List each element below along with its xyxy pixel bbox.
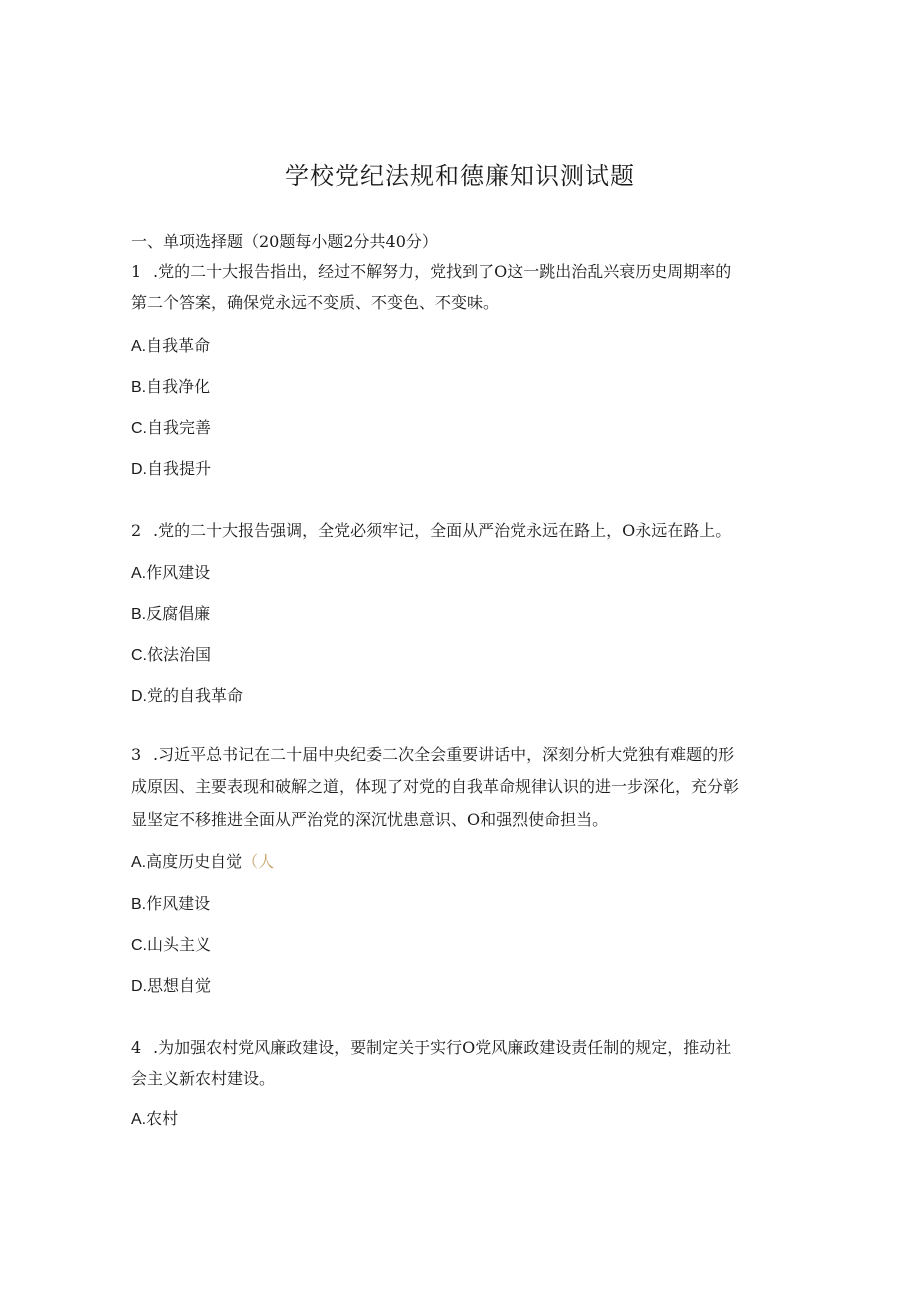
option-text: 自我革命: [146, 336, 211, 355]
question-3-option-b: [131, 894, 791, 915]
question-4-option-a: [131, 1109, 791, 1130]
option-letter: B.: [131, 896, 147, 913]
question-3-line-2: 成原因、主要表现和破解之道，体现了对党的自我革命规律认识的进一步深化，充分彰: [131, 777, 740, 796]
question-3-option-d: [131, 976, 791, 997]
question-3-option-a: [131, 852, 791, 873]
question-text: .党的二十大报告强调，全党必须牢记，全面从严治党永远在路上，O永远在路上。: [153, 521, 732, 540]
option-text: 依法治国: [147, 645, 212, 664]
question-3-option-c: [131, 935, 791, 956]
option-letter: D.: [131, 978, 147, 995]
option-text: 自我完善: [147, 418, 212, 437]
question-3-line-1: [131, 745, 791, 765]
question-2-option-d: [131, 686, 791, 707]
question-text: .为加强农村党风廉政建设，要制定关于实行O党风廉政建设责任制的规定，推动社: [153, 1038, 732, 1057]
option-text: 作风建设: [146, 563, 211, 582]
question-1-option-c: [131, 418, 791, 439]
question-1-line-1: [131, 262, 791, 282]
option-letter: D.: [131, 461, 147, 478]
question-4-line-1: [131, 1038, 791, 1058]
option-letter: D.: [131, 688, 147, 705]
option-letter: B.: [131, 379, 147, 396]
option-letter: A.: [131, 338, 147, 355]
question-2-option-c: [131, 645, 791, 666]
option-text: 党的自我革命: [147, 686, 244, 705]
question-number: 2: [131, 521, 142, 540]
option-letter: C.: [131, 420, 147, 437]
section-heading: 一、单项选择题（20题每小题2分共40分）: [131, 232, 438, 251]
option-text: 自我提升: [147, 459, 212, 478]
option-text: 反腐倡廉: [146, 604, 211, 623]
question-number: 1: [131, 262, 142, 281]
question-2-option-b: [131, 604, 791, 625]
option-letter: A.: [131, 565, 147, 582]
stray-mark: （人: [242, 852, 275, 871]
question-number: 4: [131, 1038, 142, 1057]
option-text: 山头主义: [147, 935, 212, 954]
option-text: 高度历史自觉: [146, 852, 243, 871]
question-2-line-1: [131, 521, 791, 541]
question-3-line-3: 显坚定不移推进全面从严治党的深沉忧患意识、O和强烈使命担当。: [131, 810, 609, 829]
question-1-option-d: [131, 459, 791, 480]
question-text: .党的二十大报告指出，经过不解努力，党找到了O这一跳出治乱兴衰历史周期率的: [153, 262, 732, 281]
option-letter: C.: [131, 937, 147, 954]
question-text: .习近平总书记在二十届中央纪委二次全会重要讲话中，深刻分析大党独有难题的形: [153, 745, 735, 764]
question-1-option-a: [131, 336, 791, 357]
option-letter: A.: [131, 854, 147, 871]
option-letter: C.: [131, 647, 147, 664]
document-title: 学校党纪法规和德廉知识测试题: [285, 162, 635, 190]
option-text: 思想自觉: [147, 976, 212, 995]
question-number: 3: [131, 745, 142, 764]
option-text: 农村: [146, 1109, 179, 1128]
question-1-option-b: [131, 377, 791, 398]
question-4-line-2: 会主义新农村建设。: [131, 1069, 276, 1088]
question-2-option-a: [131, 563, 791, 584]
option-text: 作风建设: [146, 894, 211, 913]
question-1-line-2: 第二个答案，确保党永远不变质、不变色、不变味。: [131, 293, 500, 312]
option-letter: A.: [131, 1111, 147, 1128]
option-letter: B.: [131, 606, 147, 623]
option-text: 自我净化: [146, 377, 211, 396]
